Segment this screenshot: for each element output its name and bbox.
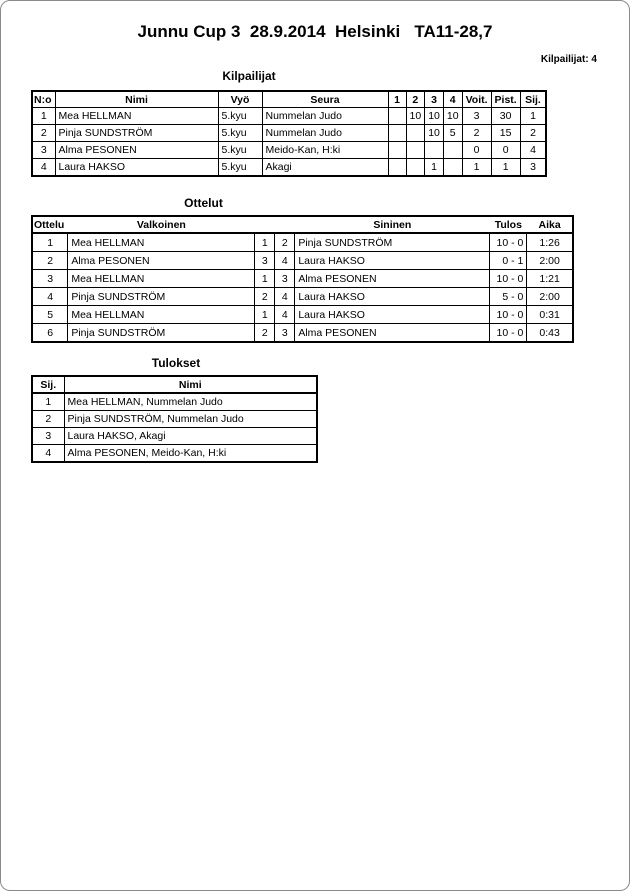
cell-voit: 3 xyxy=(462,108,491,125)
cell-white-no: 2 xyxy=(255,288,275,306)
col-header-pist: Pist. xyxy=(491,91,520,108)
cell-nimi: Pinja SUNDSTRÖM xyxy=(55,125,218,142)
competitors-count: Kilpailijat: 4 xyxy=(540,54,597,65)
cell-sij: 4 xyxy=(520,142,546,159)
table-row xyxy=(32,411,317,428)
cell-white-no: 1 xyxy=(255,233,275,252)
cell-score xyxy=(425,142,444,159)
cell-score: 10 xyxy=(425,108,444,125)
cell-score xyxy=(406,159,425,177)
cell-nimi: Laura HAKSO xyxy=(55,159,218,177)
cell-blue-no: 3 xyxy=(275,270,295,288)
cell-blue-no: 4 xyxy=(275,306,295,324)
cell-name: Laura HAKSO, Akagi xyxy=(64,428,317,445)
col-header-aika: Aika xyxy=(527,216,573,233)
cell-blue-name: Laura HAKSO xyxy=(295,252,490,270)
cell-match-no: 4 xyxy=(32,288,68,306)
cell-white-name: Pinja SUNDSTRÖM xyxy=(68,324,255,343)
cell-match-no: 3 xyxy=(32,270,68,288)
cell-score xyxy=(406,125,425,142)
cell-nimi: Alma PESONEN xyxy=(55,142,218,159)
cell-time: 0:31 xyxy=(527,306,573,324)
table-row xyxy=(32,393,317,411)
cell-match-no: 5 xyxy=(32,306,68,324)
cell-no: 1 xyxy=(32,108,55,125)
col-header-sininen: Sininen xyxy=(295,216,490,233)
cell-voit: 0 xyxy=(462,142,491,159)
table-row xyxy=(32,288,573,306)
cell-seura: Nummelan Judo xyxy=(262,125,388,142)
cell-time: 0:43 xyxy=(527,324,573,343)
cell-seura: Meido-Kan, H:ki xyxy=(262,142,388,159)
cell-white-no: 1 xyxy=(255,270,275,288)
cell-white-name: Mea HELLMAN xyxy=(68,270,255,288)
cell-score xyxy=(443,142,462,159)
col-header-3: 3 xyxy=(425,91,444,108)
cell-no: 3 xyxy=(32,142,55,159)
col-header-seura: Seura xyxy=(262,91,388,108)
cell-score xyxy=(388,159,406,177)
cell-pist: 1 xyxy=(491,159,520,177)
cell-score: 10 xyxy=(406,108,425,125)
cell-result: 10 - 0 xyxy=(490,270,527,288)
cell-score xyxy=(388,108,406,125)
col-header-nimi: Nimi xyxy=(64,376,317,393)
cell-name: Alma PESONEN, Meido-Kan, H:ki xyxy=(64,445,317,463)
cell-blue-no: 4 xyxy=(275,252,295,270)
col-header-sij: Sij. xyxy=(520,91,546,108)
col-header-ottelu: Ottelu xyxy=(32,216,68,233)
header-row xyxy=(32,216,573,233)
col-header-blue-no xyxy=(275,216,295,233)
header-row xyxy=(32,91,546,108)
table-row xyxy=(32,252,573,270)
cell-score xyxy=(406,142,425,159)
cell-no: 2 xyxy=(32,125,55,142)
cell-place: 1 xyxy=(32,393,64,411)
col-header-white-no xyxy=(255,216,275,233)
cell-time: 1:21 xyxy=(527,270,573,288)
cell-time: 2:00 xyxy=(527,252,573,270)
cell-match-no: 1 xyxy=(32,233,68,252)
cell-white-name: Mea HELLMAN xyxy=(68,233,255,252)
cell-sij: 1 xyxy=(520,108,546,125)
cell-vyo: 5.kyu xyxy=(218,108,262,125)
cell-sij: 3 xyxy=(520,159,546,177)
cell-time: 2:00 xyxy=(527,288,573,306)
cell-vyo: 5.kyu xyxy=(218,159,262,177)
cell-blue-name: Laura HAKSO xyxy=(295,306,490,324)
cell-result: 0 - 1 xyxy=(490,252,527,270)
cell-seura: Nummelan Judo xyxy=(262,108,388,125)
cell-vyo: 5.kyu xyxy=(218,125,262,142)
cell-voit: 2 xyxy=(462,125,491,142)
cell-pist: 0 xyxy=(491,142,520,159)
cell-vyo: 5.kyu xyxy=(218,142,262,159)
cell-seura: Akagi xyxy=(262,159,388,177)
col-header-4: 4 xyxy=(443,91,462,108)
col-header-tulos: Tulos xyxy=(490,216,527,233)
cell-match-no: 2 xyxy=(32,252,68,270)
cell-blue-name: Pinja SUNDSTRÖM xyxy=(295,233,490,252)
cell-score: 10 xyxy=(443,108,462,125)
page-title: Junnu Cup 3 28.9.2014 Helsinki TA11-28,7 xyxy=(137,22,493,41)
col-header-nimi: Nimi xyxy=(55,91,218,108)
header-row xyxy=(32,376,317,393)
cell-pist: 30 xyxy=(491,108,520,125)
col-header-1: 1 xyxy=(388,91,406,108)
cell-white-no: 3 xyxy=(255,252,275,270)
cell-time: 1:26 xyxy=(527,233,573,252)
cell-no: 4 xyxy=(32,159,55,177)
table-row xyxy=(32,142,546,159)
table-row xyxy=(32,428,317,445)
cell-voit: 1 xyxy=(462,159,491,177)
cell-score: 10 xyxy=(425,125,444,142)
tulokset-table xyxy=(31,375,318,463)
kilpailijat-table xyxy=(31,90,547,177)
cell-white-no: 1 xyxy=(255,306,275,324)
cell-result: 10 - 0 xyxy=(490,233,527,252)
table-row xyxy=(32,159,546,177)
ottelut-table xyxy=(31,215,574,343)
table-row xyxy=(32,108,546,125)
cell-white-name: Mea HELLMAN xyxy=(68,306,255,324)
tulokset-heading: Tulokset xyxy=(151,356,201,370)
cell-blue-no: 4 xyxy=(275,288,295,306)
table-row xyxy=(32,270,573,288)
cell-result: 10 - 0 xyxy=(490,324,527,343)
cell-score xyxy=(388,125,406,142)
cell-place: 4 xyxy=(32,445,64,463)
cell-blue-no: 2 xyxy=(275,233,295,252)
cell-place: 3 xyxy=(32,428,64,445)
table-row xyxy=(32,324,573,343)
col-header-voit: Voit. xyxy=(462,91,491,108)
cell-result: 5 - 0 xyxy=(490,288,527,306)
cell-name: Mea HELLMAN, Nummelan Judo xyxy=(64,393,317,411)
cell-sij: 2 xyxy=(520,125,546,142)
cell-white-name: Pinja SUNDSTRÖM xyxy=(68,288,255,306)
col-header-no: N:o xyxy=(32,91,55,108)
col-header-valkoinen: Valkoinen xyxy=(68,216,255,233)
cell-blue-name: Alma PESONEN xyxy=(295,324,490,343)
cell-blue-name: Alma PESONEN xyxy=(295,270,490,288)
table-row xyxy=(32,445,317,463)
col-header-2: 2 xyxy=(406,91,425,108)
cell-blue-name: Laura HAKSO xyxy=(295,288,490,306)
kilpailijat-heading: Kilpailijat xyxy=(222,69,276,83)
cell-match-no: 6 xyxy=(32,324,68,343)
table-row xyxy=(32,233,573,252)
cell-pist: 15 xyxy=(491,125,520,142)
table-row xyxy=(32,125,546,142)
cell-score: 5 xyxy=(443,125,462,142)
cell-white-no: 2 xyxy=(255,324,275,343)
ottelut-heading: Ottelut xyxy=(184,196,223,210)
col-header-sij: Sij. xyxy=(32,376,64,393)
cell-score xyxy=(443,159,462,177)
cell-result: 10 - 0 xyxy=(490,306,527,324)
col-header-vyo: Vyö xyxy=(218,91,262,108)
cell-score xyxy=(388,142,406,159)
cell-place: 2 xyxy=(32,411,64,428)
cell-nimi: Mea HELLMAN xyxy=(55,108,218,125)
cell-white-name: Alma PESONEN xyxy=(68,252,255,270)
cell-score: 1 xyxy=(425,159,444,177)
cell-name: Pinja SUNDSTRÖM, Nummelan Judo xyxy=(64,411,317,428)
table-row xyxy=(32,306,573,324)
cell-blue-no: 3 xyxy=(275,324,295,343)
